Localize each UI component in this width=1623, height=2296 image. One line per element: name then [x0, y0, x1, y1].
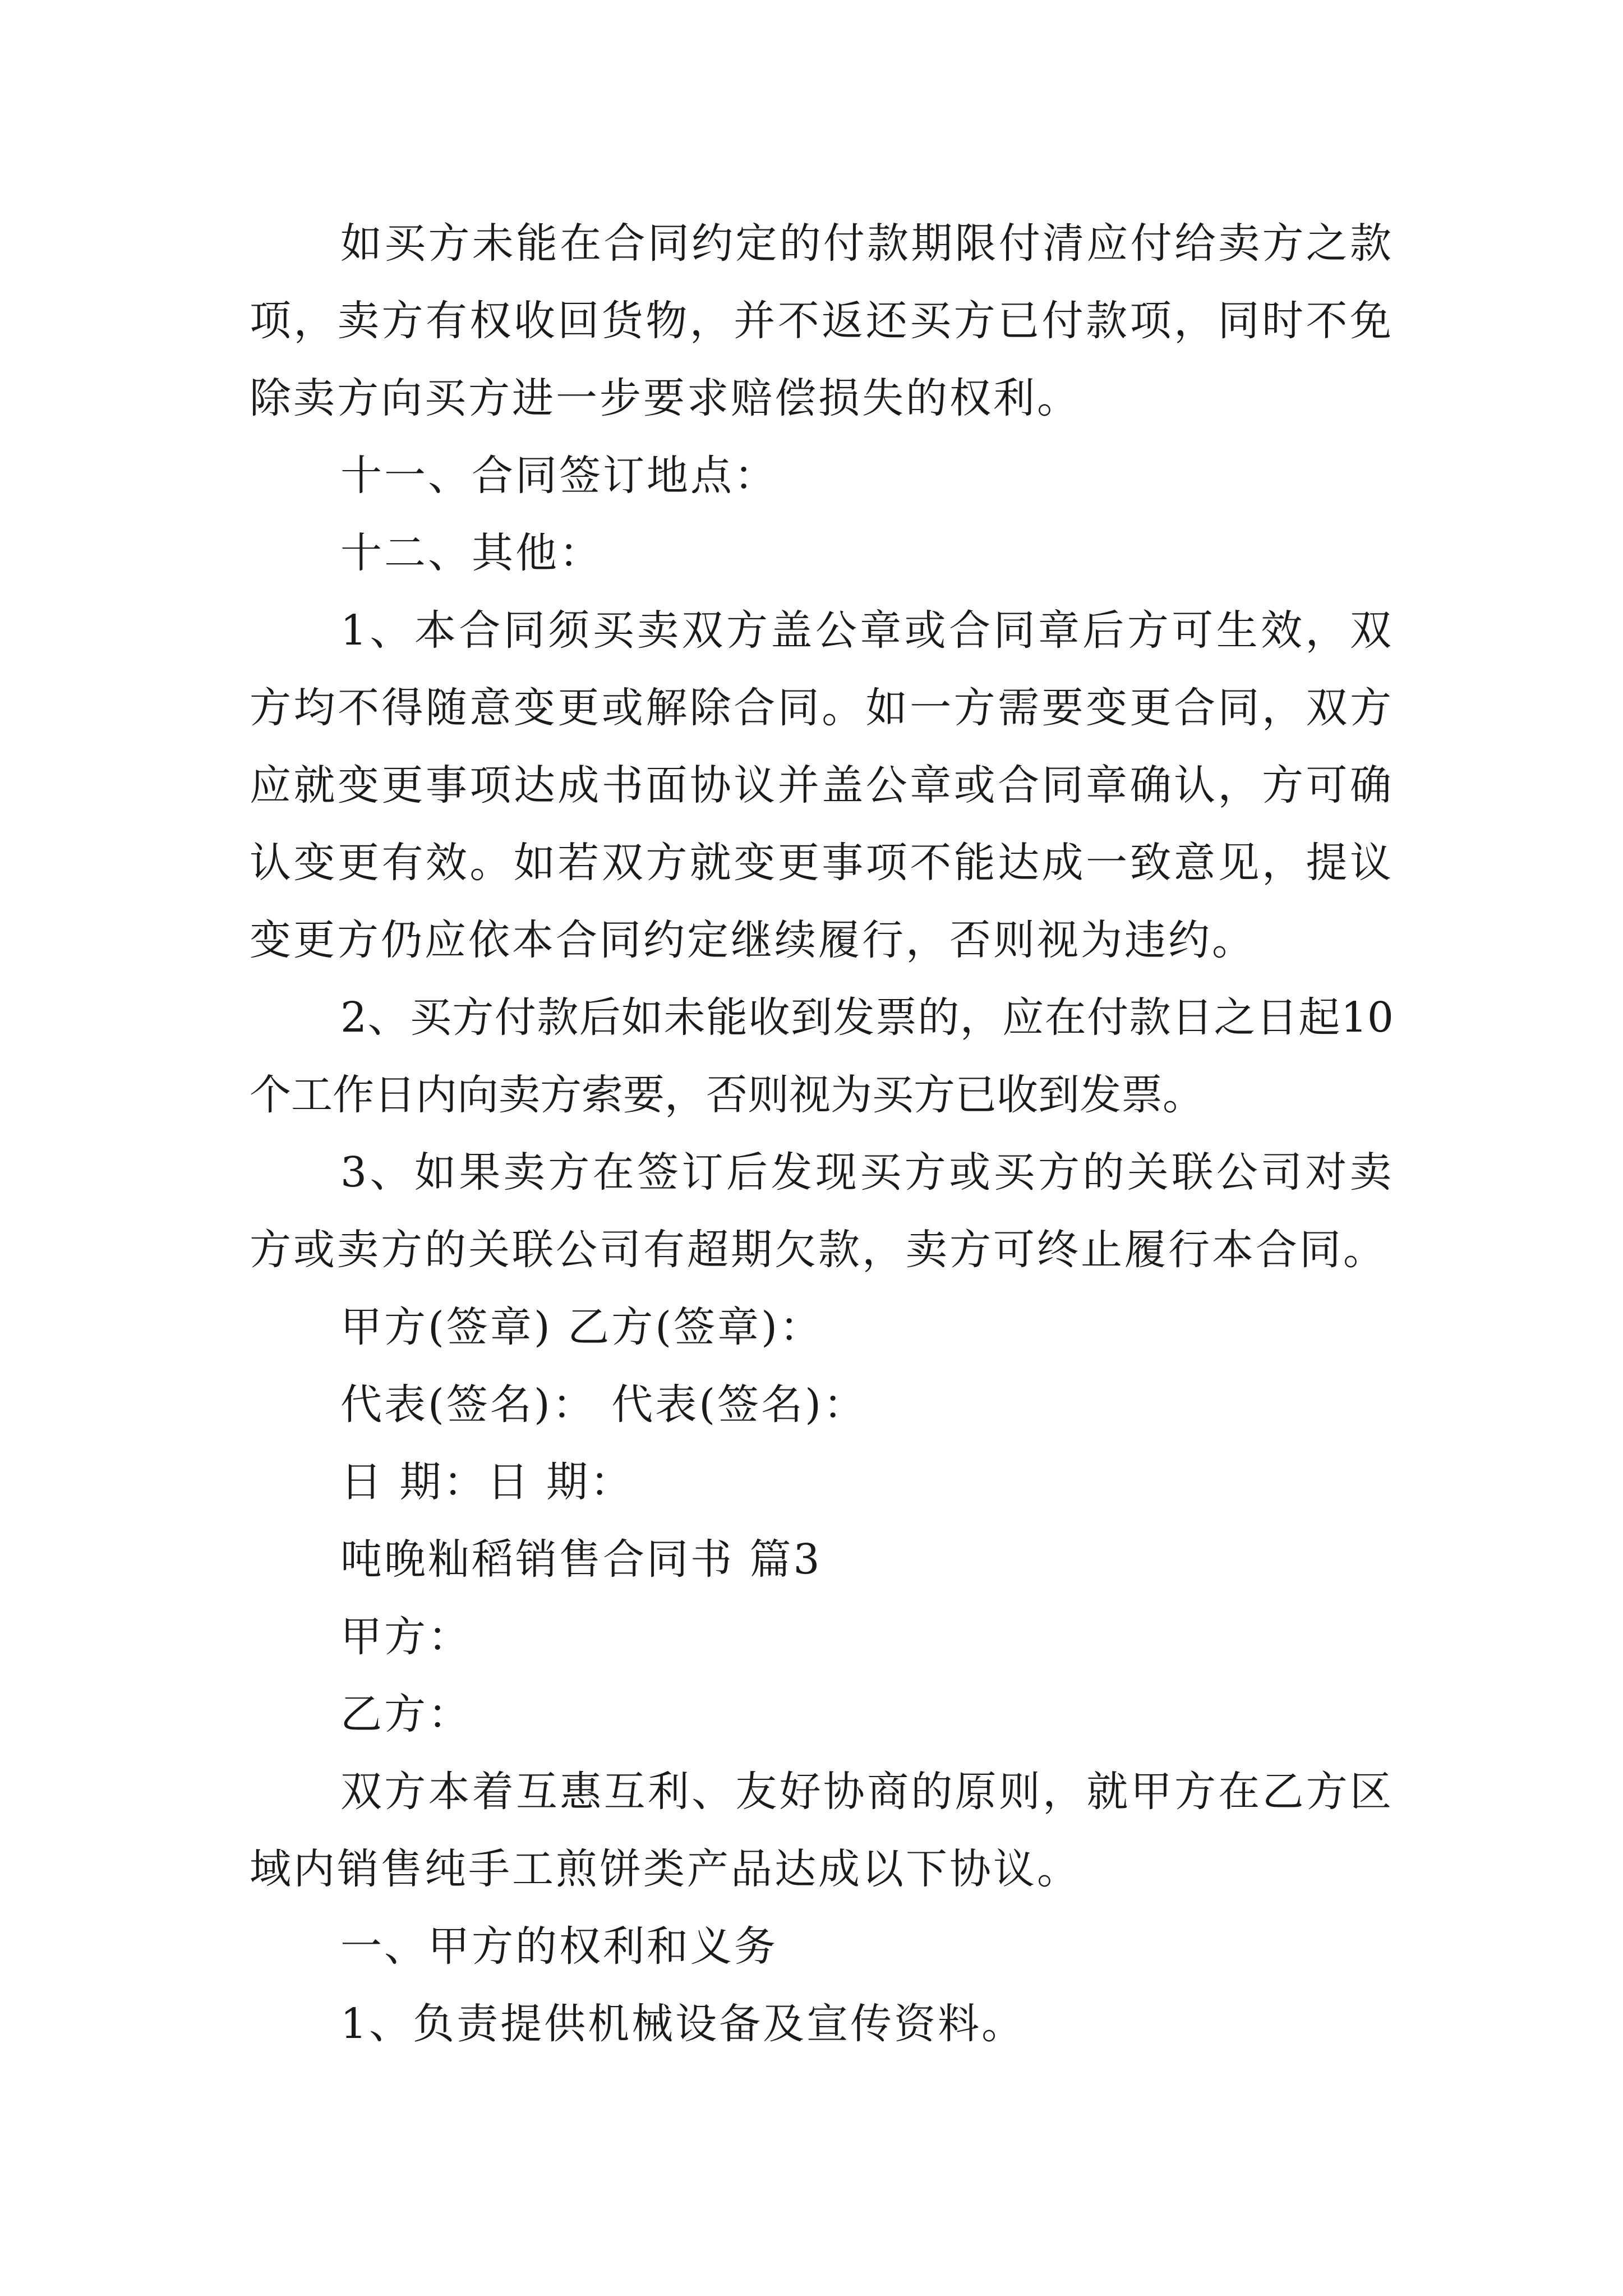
heading-party-a-rights: 一、甲方的权利和义务	[340, 1922, 778, 1971]
signature-line-representatives: 代表(签名)： 代表(签名)：	[340, 1381, 868, 1429]
clause-invoice: 2、买方付款后如未能收到发票的，应在付款日之日起10个工作日内向卖方索要，否则视为买方已收到发票。	[250, 993, 1394, 1119]
section-title: 吨晚籼稻销售合同书 篇3	[340, 1535, 822, 1584]
party-a-line: 甲方：	[340, 1613, 472, 1661]
document-body	[250, 205, 1394, 2063]
clause-termination: 3、如果卖方在签订后发现买方或买方的关联公司对卖方或卖方的关联公司有超期欠款，卖方可终止履行本合同。	[250, 1148, 1394, 1274]
party-b-line: 乙方：	[340, 1690, 472, 1738]
signature-line-dates: 日 期：日 期：	[340, 1458, 634, 1506]
heading-other: 十二、其他：	[340, 529, 603, 577]
clause-equipment: 1、负责提供机械设备及宣传资料。	[340, 2000, 1026, 2048]
heading-signing-location: 十一、合同签订地点：	[340, 452, 778, 500]
clause-effectiveness: 1、本合同须买卖双方盖公章或合同章后方可生效，双方均不得随意变更或解除合同。如一方需要变更合同，双方应就变更事项达成书面协议并盖公章或合同章确认，方可确认变更有效。如若双方就变更事项不能达成一致意见，提议变更方仍应依本合同约定继续履行，否则视为违约。	[250, 606, 1394, 964]
paragraph-payment-default: 如买方未能在合同约定的付款期限付清应付给卖方之款项，卖方有权收回货物，并不返还买方已付款项，同时不免除卖方向买方进一步要求赔偿损失的权利。	[250, 219, 1394, 422]
agreement-intro: 双方本着互惠互利、友好协商的原则，就甲方在乙方区域内销售纯手工煎饼类产品达成以下协议。	[250, 1768, 1394, 1893]
signature-line-parties: 甲方(签章) 乙方(签章)：	[340, 1303, 824, 1351]
